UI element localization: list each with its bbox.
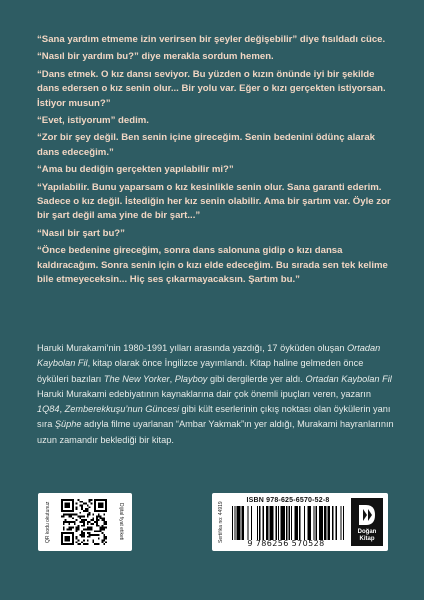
dialogue-line: “Nasıl bir yardım bu?” diye merakla sordum hemen. (37, 51, 274, 63)
dialogue-line: “Önce bedenine gireceğim, sonra dans salonuna gidip o kızı dansa kaldıracağım. Sonra senin için o kızı elde edeceğim. Bu sırada sen tek kelime bile etmeyeceksin... Hiç ses çıkarmayacaksın. Şartım bu.” (37, 245, 388, 286)
certificate-label: Sertifika no: 44919 (218, 501, 224, 543)
qr-right-label: Dijital fiyat etiketi (118, 503, 124, 541)
isbn-text: ISBN 978-625-6570-52-8 (246, 497, 330, 504)
dialogue-block (37, 33, 397, 291)
book-description: Haruki Murakami’nin 1980-1991 yılları arasında yazdığı, 17 öyküden oluşan Ortadan Kaybolan Fil, kitap olarak önce İngilizce yayımlandı. Kitap haline gelmeden önce öyküleri bazıları The New Yorker, Playboy gibi dergilerde yer aldı. Ortadan Kaybolan Fil Haruki Murakami edebiyatının kaynaklarına dair çok önemli ipuçları veren, yazarın 1Q84, Zemberekkuşu’nun Güncesi gibi kült eserlerinin çıkış noktası olan öykülerin yanı sıra Şüphe adıyla filme uyarlanan “Ambar Yakmak”ın yer aldığı, Murakami hayranlarının uzun zamandır beklediği bir kitap. (37, 343, 394, 445)
dialogue-line: “Zor bir şey değil. Ben senin içine gireceğim. Senin bedenini ödünç alarak dans edeceğim.” (37, 132, 376, 158)
book-title: Ortadan Kaybolan Fil (305, 373, 392, 384)
magazine-title: The New Yorker (103, 373, 170, 384)
barcode-icon (232, 506, 344, 540)
dk-logo-icon (357, 504, 377, 526)
film-title: Şüphe (54, 419, 82, 430)
dialogue-line: “Ama bu dediğin gerçekten yapılabilir mi?” (37, 164, 234, 176)
dialogue-line: “Dans etmek. O kız dansı seviyor. Bu yüzden o kızın önünde iyi bir şekilde dans edersen o kız senin olur... Bir yolu var. Eğer o kızı gerçekten istiyorsan. İstiyor musun?” (37, 68, 386, 109)
book-title: Zemberekkuşu’nun Güncesi (64, 404, 179, 415)
dialogue-line: “Nasıl bir şart bu?” (37, 227, 125, 239)
dialogue-line: “Yapılabilir. Bunu yaparsam o kız kesinlikle senin olur. Sana garanti ederim. Sadece o kız değil. İstediğin her kız senin olabilir. Ama bir şartım var. Öyle zor bir şart değil ama yine de bir şart...” (37, 181, 391, 222)
qr-code-icon[interactable] (61, 499, 107, 545)
qr-left-label: QR kodu okutunuz (45, 501, 51, 543)
barcode-number: 9 786256 570528 (247, 539, 325, 548)
publisher-name: Kitap (359, 536, 375, 542)
book-title: 1Q84 (37, 404, 60, 415)
dialogue-line: “Sana yardım etmeme izin verirsen bir şeyler değişebilir” diye fısıldadı cüce. (37, 34, 386, 45)
publisher-logo (351, 498, 383, 546)
dialogue-line: “Evet, istiyorum” dedim. (37, 115, 149, 127)
book-title: Ortadan Kaybolan Fil (37, 343, 381, 369)
qr-panel (38, 493, 132, 551)
barcode-panel (212, 493, 388, 551)
publisher-name: Doğan (357, 529, 377, 535)
magazine-title: Playboy (174, 373, 208, 384)
